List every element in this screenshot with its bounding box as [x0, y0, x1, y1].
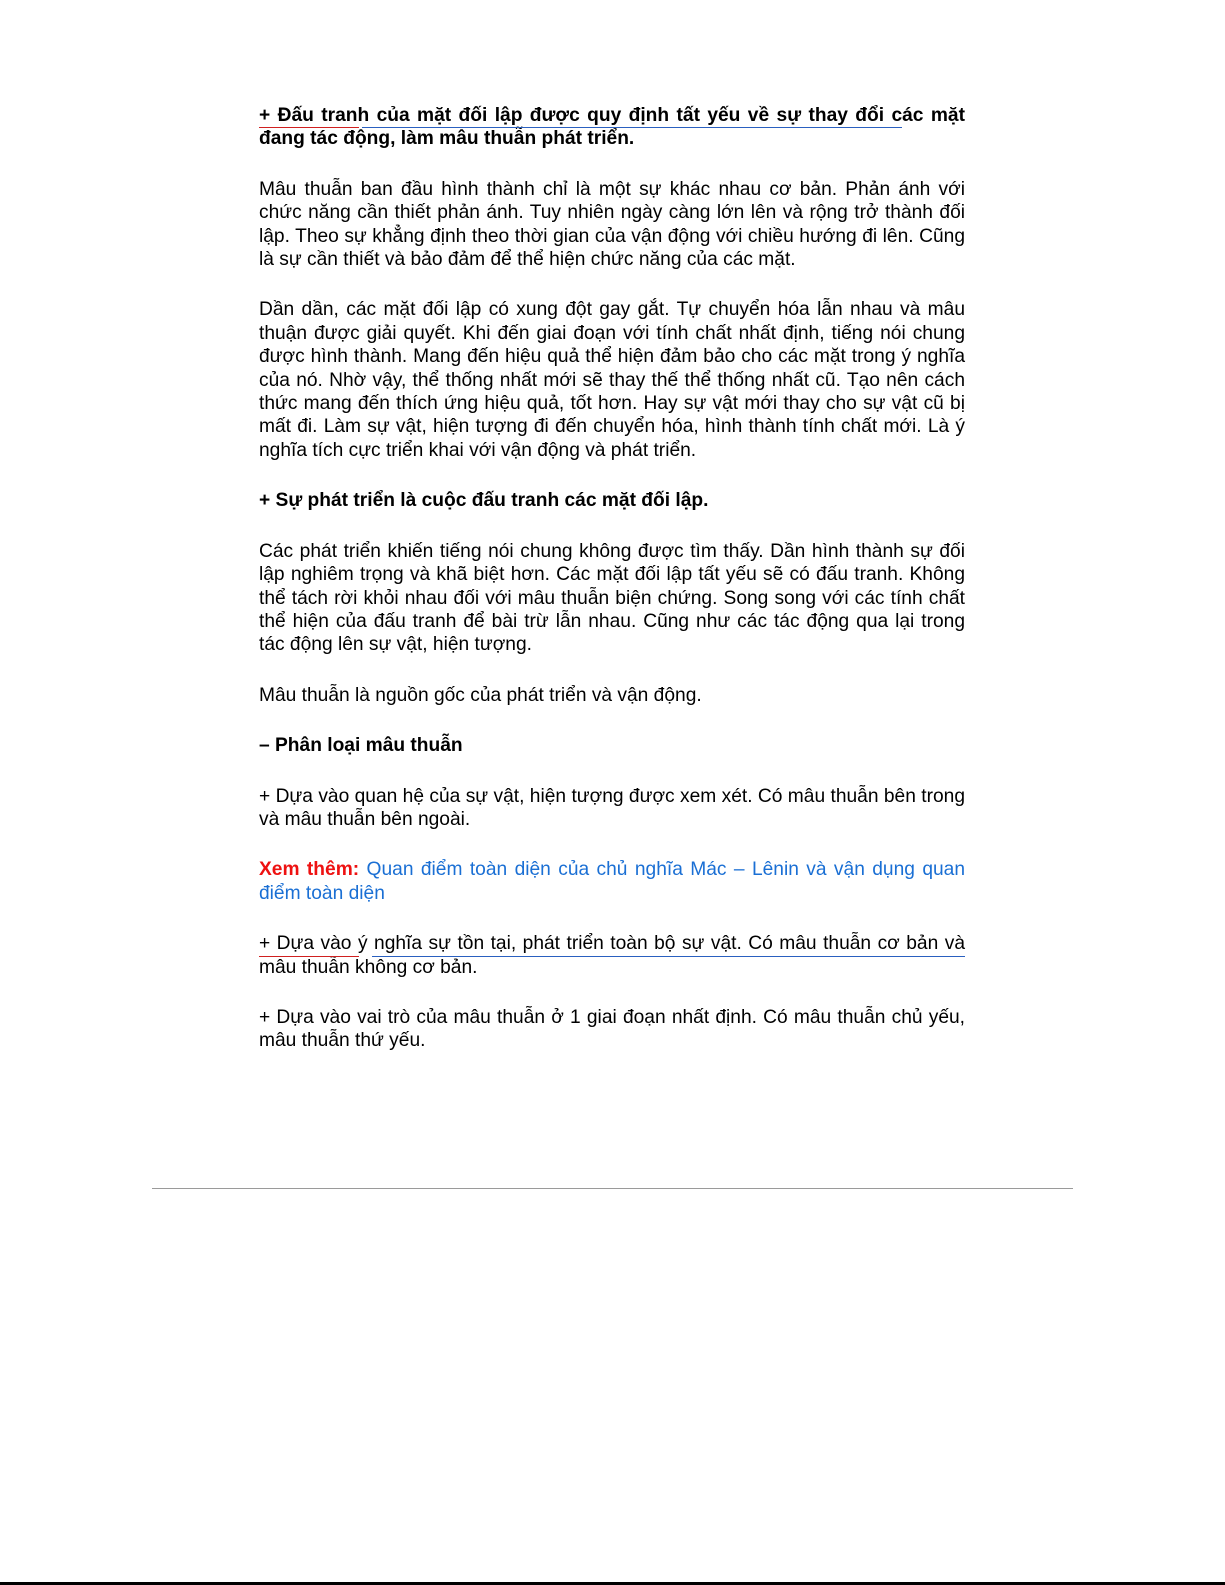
blue-mark-line-lower [372, 956, 965, 957]
paragraph-contradiction-origin: Mâu thuẫn ban đầu hình thành chỉ là một sự khác nhau cơ bản. Phản ánh với chức năng cần thiết phản ánh. Tuy nhiên ngày càng lớn lên và rộng trở thành đối lập. Theo sự khẳng định theo thời gian của vận động với chiều hướng đi lên. Cũng là sự cần thiết và bảo đảm để thể hiện chức năng của các mặt. [259, 178, 965, 271]
see-also-link[interactable]: Quan điểm toàn diện của chủ nghĩa Mác – Lênin và vận dụng quan điểm toàn diện [259, 859, 965, 904]
page-divider [152, 1188, 1073, 1189]
see-also-label: Xem thêm: [259, 859, 360, 881]
document-body [259, 104, 965, 1080]
paragraph-basic-nonbasic: + Dựa vào ý nghĩa sự tồn tại, phát triển toàn bộ sự vật. Có mâu thuẫn cơ bản và mâu thuẫn không cơ bản. [259, 933, 965, 978]
paragraph-heading-struggle: + Đấu tranh của mặt đối lập được quy định tất yếu về sự thay đổi các mặt đang tác động, làm mâu thuẫn phát triển. [259, 105, 965, 150]
paragraph-gradual-conflict: Dần dần, các mặt đối lập có xung đột gay gắt. Tự chuyển hóa lẫn nhau và mâu thuận được giải quyết. Khi đến giai đoạn với tính chất nhất định, tiếng nói chung được hình thành. Mang đến hiệu quả thể hiện đảm bảo cho các mặt trong ý nghĩa của nó. Nhờ vậy, thể thống nhất mới sẽ thay thế thể thống nhất cũ. Tạo nên cách thức mang đến thích ứng hiệu quả, tốt hơn. Hay sự vật mới thay cho sự vật cũ bị mất đi. Làm sự vật, hiện tượng đi đến chuyển hóa, hình thành tính chất mới. Là ý nghĩa tích cực triển khai với vận động và phát triển. [259, 299, 965, 461]
red-mark-line-lower [259, 956, 359, 957]
section-heading-classification: – Phân loại mâu thuẫn [259, 735, 463, 757]
paragraph-development-detail: Các phát triển khiến tiếng nói chung không được tìm thấy. Dần hình thành sự đối lập nghiêm trọng và khã biệt hơn. Các mặt đối lập tất yếu sẽ có đấu tranh. Không thể tách rời khỏi nhau đối với mâu thuẫn biện chứng. Song song với các tính chất thể hiện của đấu tranh để bài trừ lẫn nhau. Cũng như các tác động qua lại trong tác động lên sự vật, hiện tượng. [259, 540, 965, 656]
paragraph-source-of-development: Mâu thuẫn là nguồn gốc của phát triển và vận động. [259, 684, 702, 706]
paragraph-heading-development: + Sự phát triển là cuộc đấu tranh các mặt đối lập. [259, 490, 709, 512]
red-mark-line-top [259, 127, 359, 128]
paragraph-primary-secondary: + Dựa vào vai trò của mâu thuẫn ở 1 giai đoạn nhất định. Có mâu thuẫn chủ yếu, mâu thuẫn thứ yếu. [259, 1006, 965, 1052]
see-also-block [259, 858, 965, 905]
blue-mark-line-top [362, 127, 902, 128]
paragraph-internal-external: + Dựa vào quan hệ của sự vật, hiện tượng được xem xét. Có mâu thuẫn bên trong và mâu thuẫn bên ngoài. [259, 785, 965, 830]
